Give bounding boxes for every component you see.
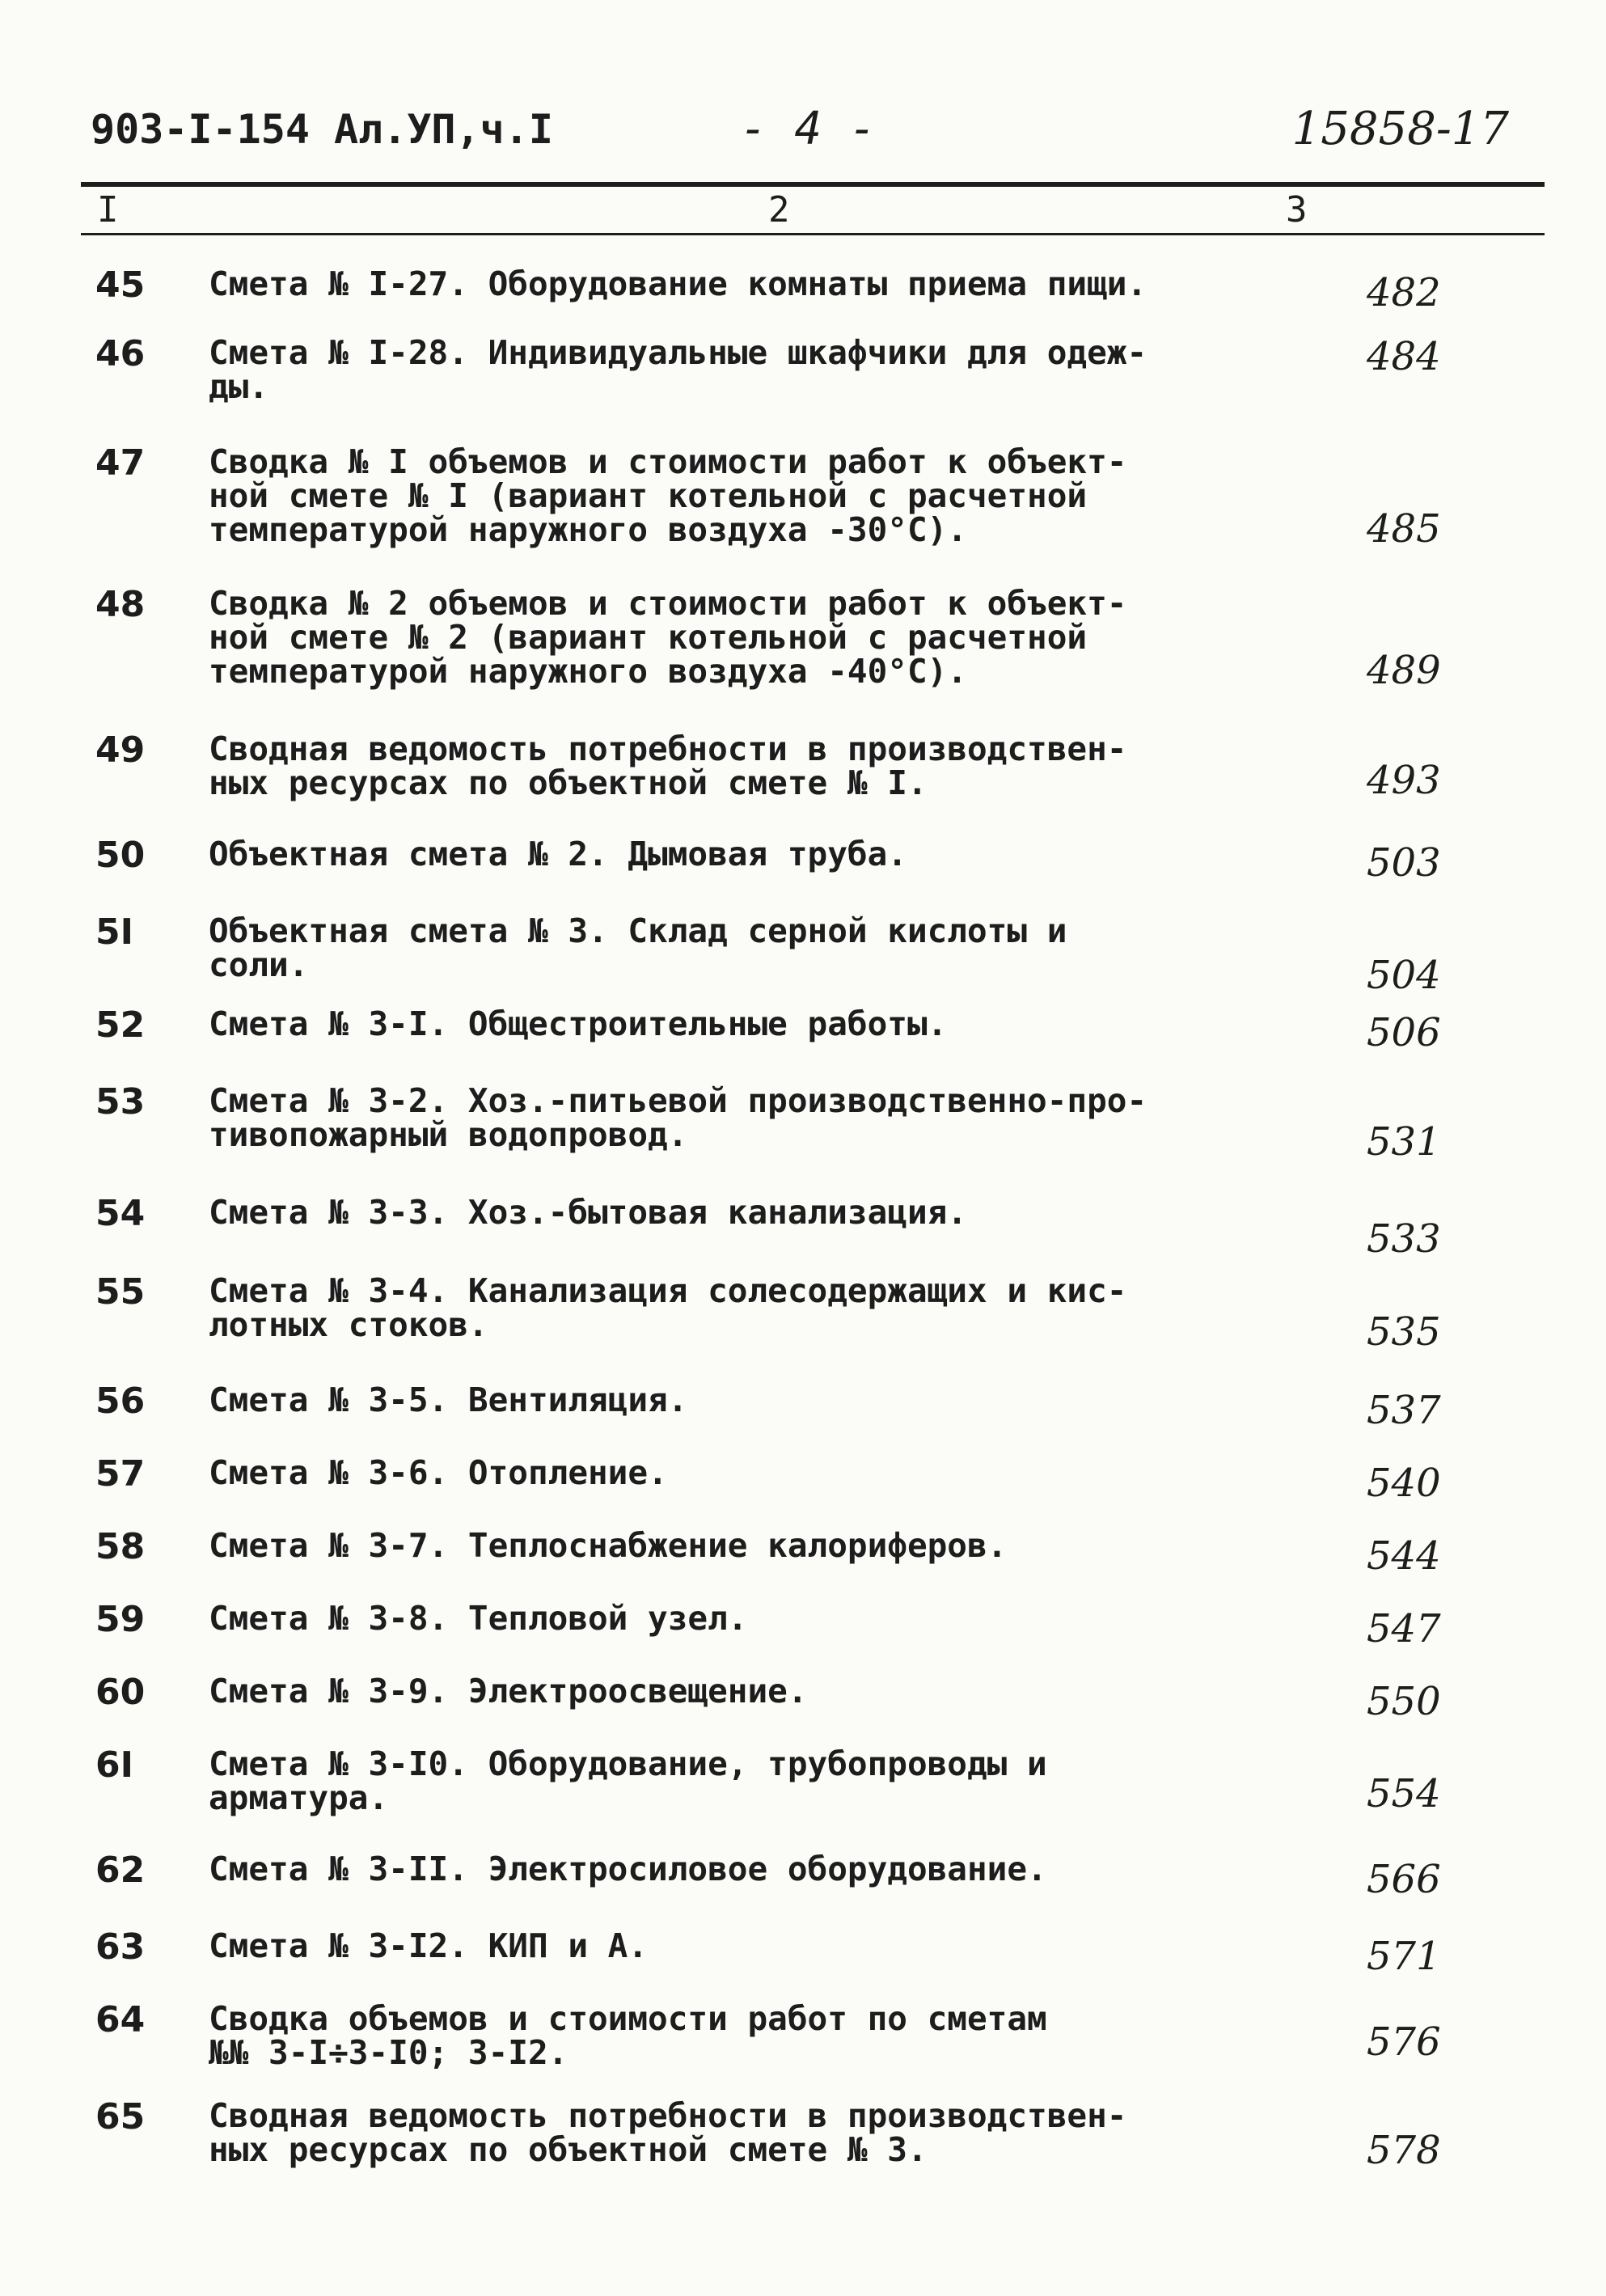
entry-number: 47	[95, 442, 146, 484]
entry-page: 531	[1367, 1119, 1441, 1165]
column-header-3: 3	[1286, 189, 1308, 230]
column-header-2: 2	[768, 189, 790, 230]
entry-number: 60	[95, 1672, 146, 1713]
entry-title: Смета № 3-3. Хоз.-бытовая канализация.	[209, 1193, 967, 1232]
entry-number: 50	[95, 835, 146, 876]
entry-number: 6I	[95, 1744, 133, 1786]
entry-title: Смета № 3-7. Теплоснабжение калориферов.	[209, 1526, 1008, 1565]
entry-number: 55	[95, 1271, 146, 1313]
entry-page: 566	[1367, 1857, 1441, 1902]
entry-title: Сводка № I объемов и стоимости работ к объект- ной смете № I (вариант котельной с расчетной температурой наружного воздуха -30°С).	[209, 442, 1127, 549]
entry-page: 547	[1367, 1606, 1441, 1651]
entry-page: 504	[1367, 953, 1441, 998]
entry-number: 54	[95, 1193, 146, 1234]
entry-title: Смета № I-27. Оборудование комнаты приема пищи.	[209, 264, 1147, 303]
entry-title: Смета № 3-I. Общестроительные работы.	[209, 1004, 948, 1043]
entry-number: 53	[95, 1081, 146, 1123]
entry-page: 533	[1367, 1216, 1441, 1262]
entry-title: Смета № 3-I2. КИП и А.	[209, 1926, 649, 1965]
entry-page: 506	[1367, 1010, 1441, 1055]
entry-number: 57	[95, 1453, 146, 1495]
entry-number: 45	[95, 264, 146, 306]
entry-title: Смета № 3-II. Электросиловое оборудование.	[209, 1850, 1047, 1888]
column-header-1: I	[97, 189, 119, 230]
entry-number: 5I	[95, 911, 133, 953]
entry-page: 482	[1367, 270, 1441, 315]
entry-page: 571	[1367, 1934, 1441, 1979]
entry-title: Смета № 3-5. Вентиляция.	[209, 1381, 688, 1419]
entry-page: 537	[1367, 1388, 1441, 1433]
entry-title: Сводная ведомость потребности в производствен- ных ресурсах по объектной смете № 3.	[209, 2096, 1127, 2169]
entry-page: 493	[1367, 758, 1441, 803]
entry-page: 578	[1367, 2128, 1441, 2173]
entry-number: 59	[95, 1599, 146, 1640]
entry-title: Смета № 3-2. Хоз.-питьевой производственно-про- тивопожарный водопровод.	[209, 1081, 1147, 1154]
entry-page: 550	[1367, 1679, 1441, 1724]
entry-title: Объектная смета № 2. Дымовая труба.	[209, 835, 907, 873]
entry-title: Смета № 3-9. Электроосвещение.	[209, 1672, 808, 1710]
entry-number: 48	[95, 584, 146, 625]
entry-number: 46	[95, 333, 146, 374]
entry-page: 484	[1367, 334, 1441, 379]
document-code: 903-I-154 Ал.УП,ч.I	[91, 106, 553, 153]
entry-page: 485	[1367, 506, 1441, 552]
entry-title: Объектная смета № 3. Склад серной кислоты и соли.	[209, 911, 1067, 984]
entry-page: 576	[1367, 2019, 1441, 2065]
entry-title: Сводка объемов и стоимости работ по сметам №№ 3-I÷3-I0; 3-I2.	[209, 1999, 1047, 2072]
entry-title: Смета № 3-8. Тепловой узел.	[209, 1599, 748, 1638]
entry-page: 540	[1367, 1461, 1441, 1506]
page-number: - 4 -	[740, 103, 877, 155]
entry-title: Смета № 3-4. Канализация солесодержащих и кис- лотных стоков.	[209, 1271, 1127, 1344]
entry-page: 544	[1367, 1533, 1441, 1579]
entry-number: 49	[95, 729, 146, 771]
entry-page: 489	[1367, 648, 1441, 693]
entry-page: 535	[1367, 1309, 1441, 1355]
entry-number: 63	[95, 1926, 146, 1968]
entry-number: 64	[95, 1999, 146, 2040]
entry-title: Сводка № 2 объемов и стоимости работ к объект- ной смете № 2 (вариант котельной с расчетной температурой наружного воздуха -40°С).	[209, 584, 1127, 691]
entry-number: 62	[95, 1850, 146, 1891]
entry-title: Смета № I-28. Индивидуальные шкафчики для одеж- ды.	[209, 333, 1147, 406]
entry-number: 52	[95, 1004, 146, 1046]
sheet-number: 15858-17	[1291, 103, 1509, 155]
entry-number: 56	[95, 1381, 146, 1422]
entry-page: 554	[1367, 1771, 1441, 1816]
entry-title: Смета № 3-6. Отопление.	[209, 1453, 668, 1492]
entry-title: Смета № 3-I0. Оборудование, трубопроводы и арматура.	[209, 1744, 1047, 1817]
entry-page: 503	[1367, 840, 1441, 886]
entry-number: 58	[95, 1526, 146, 1567]
entry-title: Сводная ведомость потребности в производствен- ных ресурсах по объектной смете № I.	[209, 729, 1127, 802]
entry-number: 65	[95, 2096, 146, 2137]
